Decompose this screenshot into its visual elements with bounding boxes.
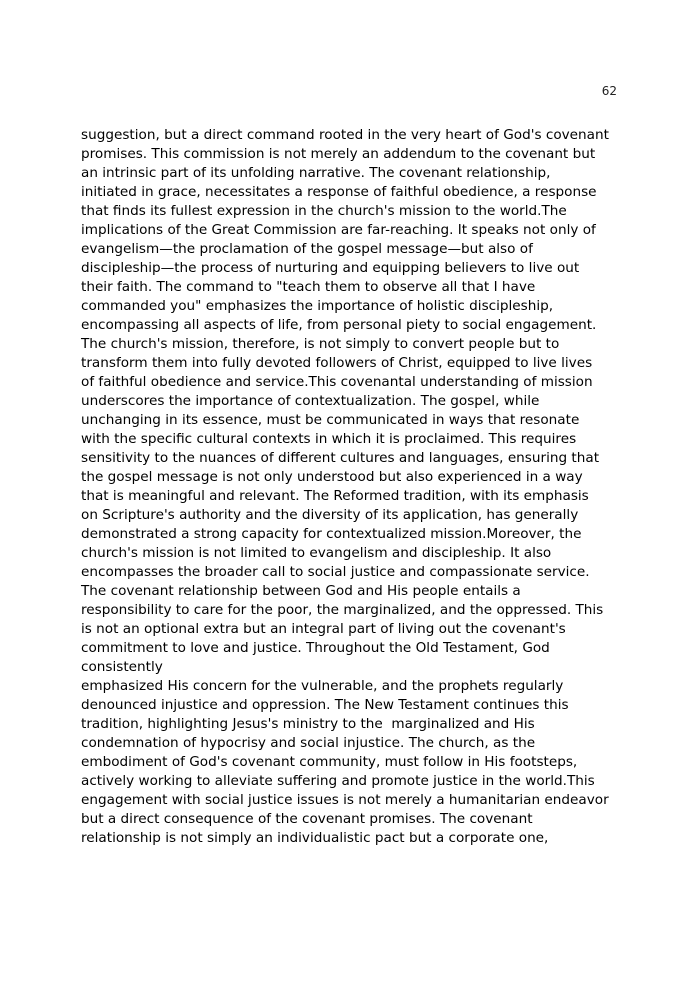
text-line: church's mission is not limited to evangelism and discipleship. It also: [81, 545, 552, 561]
text-line: is not an optional extra but an integral part of living out the covenant's: [81, 621, 566, 637]
text-line: The covenant relationship between God and His people entails a: [81, 583, 521, 599]
text-line: but a direct consequence of the covenant promises. The covenant: [81, 811, 533, 827]
text-line: encompassing all aspects of life, from personal piety to social engagement.: [81, 317, 597, 333]
text-line: The church's mission, therefore, is not simply to convert people but to: [81, 336, 560, 352]
text-line: responsibility to care for the poor, the marginalized, and the oppressed. This: [81, 602, 604, 618]
text-line: an intrinsic part of its unfolding narrative. The covenant relationship,: [81, 165, 551, 181]
text-line: engagement with social justice issues is not merely a humanitarian endeavor: [81, 792, 609, 808]
text-line: suggestion, but a direct command rooted in the very heart of God's covenant: [81, 127, 609, 143]
text-line: consistently: [81, 659, 163, 675]
text-line: initiated in grace, necessitates a response of faithful obedience, a response: [81, 184, 597, 200]
text-line: promises. This commission is not merely an addendum to the covenant but: [81, 146, 596, 162]
text-line: transform them into fully devoted followers of Christ, equipped to live lives: [81, 355, 593, 371]
text-line: demonstrated a strong capacity for contextualized mission.Moreover, the: [81, 526, 582, 542]
text-line: unchanging in its essence, must be communicated in ways that resonate: [81, 412, 580, 428]
text-line: encompasses the broader call to social justice and compassionate service.: [81, 564, 590, 580]
text-line: commanded you" emphasizes the importance of holistic discipleship,: [81, 298, 554, 314]
text-line: sensitivity to the nuances of different cultures and languages, ensuring that: [81, 450, 600, 466]
body-text: [81, 126, 621, 848]
text-line: implications of the Great Commission are far-reaching. It speaks not only of: [81, 222, 596, 238]
text-line: on Scripture's authority and the diversity of its application, has generally: [81, 507, 579, 523]
text-line: evangelism—the proclamation of the gospel message—but also of: [81, 241, 533, 257]
text-line: with the specific cultural contexts in which it is proclaimed. This requires: [81, 431, 577, 447]
text-line: emphasized His concern for the vulnerable, and the prophets regularly: [81, 678, 564, 694]
text-line: denounced injustice and oppression. The New Testament continues this: [81, 697, 569, 713]
text-line: tradition, highlighting Jesus's ministry to the marginalized and His: [81, 716, 535, 732]
text-line: relationship is not simply an individualistic pact but a corporate one,: [81, 830, 549, 846]
text-line: actively working to alleviate suffering and promote justice in the world.This: [81, 773, 595, 789]
text-line: condemnation of hypocrisy and social injustice. The church, as the: [81, 735, 536, 751]
text-line: of faithful obedience and service.This covenantal understanding of mission: [81, 374, 593, 390]
text-line: commitment to love and justice. Throughout the Old Testament, God: [81, 640, 550, 656]
text-line: that is meaningful and relevant. The Reformed tradition, with its emphasis: [81, 488, 589, 504]
text-line: underscores the importance of contextualization. The gospel, while: [81, 393, 540, 409]
text-line: their faith. The command to "teach them to observe all that I have: [81, 279, 536, 295]
text-line: discipleship—the process of nurturing and equipping believers to live out: [81, 260, 580, 276]
text-line: that finds its fullest expression in the church's mission to the world.The: [81, 203, 567, 219]
text-line: embodiment of God's covenant community, must follow in His footsteps,: [81, 754, 578, 770]
text-line: the gospel message is not only understood but also experienced in a way: [81, 469, 583, 485]
page-number: 62: [601, 84, 617, 98]
